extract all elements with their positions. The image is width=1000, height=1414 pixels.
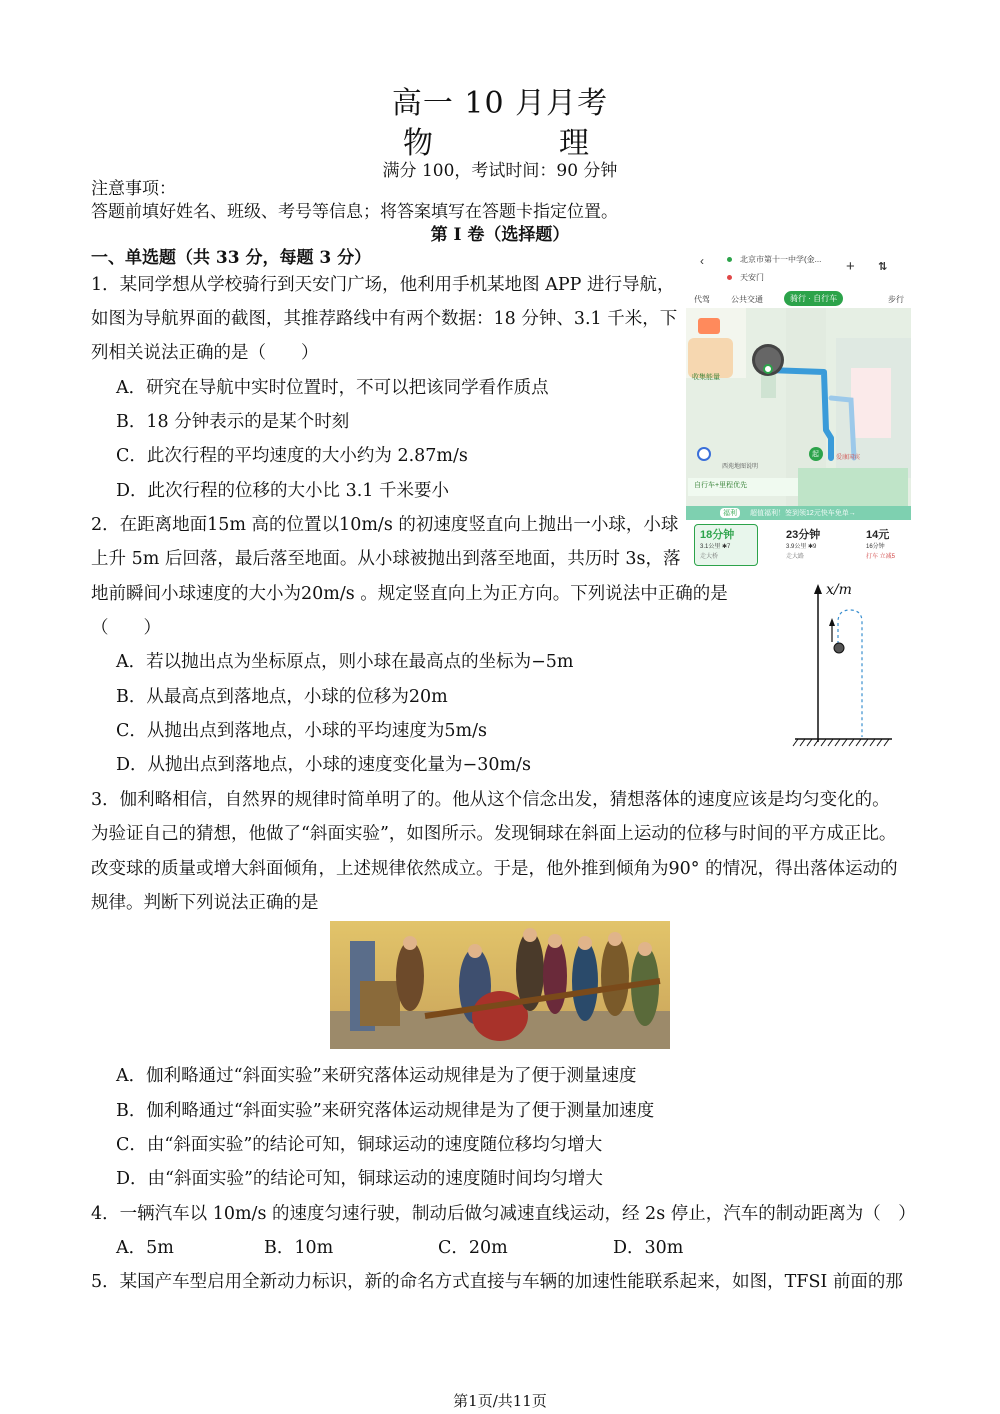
q1-option-d: D．此次行程的位移的大小比 3.1 千米要小 bbox=[116, 481, 449, 501]
map-label-note: 西苑地图说明 bbox=[722, 464, 759, 470]
route-cards bbox=[686, 506, 911, 566]
swap-icon: ⇅ bbox=[878, 261, 888, 273]
tab-driver: 代驾 bbox=[694, 295, 710, 304]
nav-destination: 天安门 bbox=[740, 273, 764, 282]
q2-option-d: D．从抛出点到落地点，小球的速度变化量为−30m/s bbox=[116, 755, 531, 775]
tab-transit: 公共交通 bbox=[731, 295, 763, 304]
q1-option-c: C．此次行程的平均速度的大小约为 2.87m/s bbox=[116, 446, 468, 466]
tab-bike: 骑行 · 自行车 bbox=[784, 291, 843, 306]
q2-option-c: C．从抛出点到落地点，小球的平均速度为5m/s bbox=[116, 721, 487, 741]
destination-dot-icon bbox=[727, 275, 732, 280]
route-1-time: 18分钟 bbox=[700, 529, 735, 541]
route-2-time: 23分钟 bbox=[786, 529, 821, 541]
q1-option-b: B．18 分钟表示的是某个时刻 bbox=[116, 412, 350, 432]
q3-line2: 为验证自己的猜想，他做了“斜面实验”，如图所示。发现铜球在斜面上运动的位移与时间的平方成正比。 bbox=[91, 824, 897, 844]
q3-option-b: B．伽利略通过“斜面实验”来研究落体运动规律是为了便于测量加速度 bbox=[116, 1101, 655, 1121]
bike-preference: 自行车+里程优先 bbox=[694, 482, 748, 489]
route-3-detail: 16分钟 bbox=[866, 544, 885, 550]
origin-dot-icon bbox=[727, 257, 732, 262]
q3-option-d: D．由“斜面实验”的结论可知，铜球运动的速度随时间均匀增大 bbox=[116, 1169, 603, 1189]
q1-line3: 列相关说法正确的是（ ） bbox=[91, 343, 319, 363]
add-stop-icon: + bbox=[846, 258, 855, 275]
q2-option-b: B．从最高点到落地点，小球的位移为20m bbox=[116, 687, 448, 707]
axis-label: x/m bbox=[826, 582, 852, 598]
promo-text: 超值福利！签到领12元快车免单→ bbox=[750, 510, 856, 517]
promo-tag: 福利 bbox=[720, 508, 740, 518]
back-icon: ‹ bbox=[700, 254, 704, 268]
route-2-detail: 3.9公里 ✱9 bbox=[786, 544, 817, 550]
map-label-poi: 爱康国宾 bbox=[836, 455, 861, 461]
q2-line3: 地前瞬间小球速度的大小为20m/s 。规定竖直向上为正方向。下列说法中正确的是 bbox=[91, 584, 728, 604]
q2-line4: （ ） bbox=[91, 618, 161, 638]
q1-line2: 如图为导航界面的截图，其推荐路线中有两个数据：18 分钟、3.1 千米，下 bbox=[91, 309, 678, 329]
route-1-detail: 3.1公里 ✱7 bbox=[700, 544, 731, 550]
map-label-energy: 收集能量 bbox=[692, 374, 720, 381]
q1-option-a: A．研究在导航中实时位置时，不可以把该同学看作质点 bbox=[116, 378, 549, 398]
q4-option-b: B．10m bbox=[264, 1238, 334, 1258]
q4-option-c: C．20m bbox=[438, 1238, 508, 1258]
map-area bbox=[686, 308, 911, 508]
notice-label: 注意事项： bbox=[91, 179, 176, 199]
q3-option-c: C．由“斜面实验”的结论可知，铜球运动的速度随位移均匀增大 bbox=[116, 1135, 603, 1155]
tab-walk: 步行 bbox=[888, 295, 904, 304]
section-heading: 一、单选题（共 33 分，每题 3 分） bbox=[91, 248, 372, 268]
exam-info: 满分 100，考试时间：90 分钟 bbox=[382, 161, 618, 181]
q4-line1: 4．一辆汽车以 10m/s 的速度匀速行驶，制动后做匀减速直线运动，经 2s 停止，汽车的制动距离为（ ） bbox=[91, 1204, 916, 1224]
q2-option-a: A．若以抛出点为坐标原点，则小球在最高点的坐标为−5m bbox=[116, 652, 574, 672]
navigation-screenshot bbox=[686, 248, 911, 566]
map-label-start: 起 bbox=[812, 451, 819, 458]
q5-line1: 5．某国产车型启用全新动力标识，新的命名方式直接与车辆的加速性能联系起来，如图，TFSI 前面的那 bbox=[91, 1272, 903, 1292]
q2-line1: 2．在距离地面15m 高的位置以10m/s 的初速度竖直向上抛出一小球，小球 bbox=[91, 515, 679, 535]
q2-line2: 上升 5m 后回落，最后落至地面。从小球被抛出到落至地面，共历时 3s，落 bbox=[91, 549, 681, 569]
q4-option-a: A．5m bbox=[116, 1238, 174, 1258]
subject-title: 物 理 bbox=[403, 126, 637, 161]
route-3-note: 打车 立减5 bbox=[866, 554, 896, 560]
q4-option-d: D．30m bbox=[613, 1238, 684, 1258]
volume-title: 第 I 卷（选择题） bbox=[430, 225, 570, 245]
notice-text: 答题前填好姓名、班级、考号等信息；将答案填写在答题卡指定位置。 bbox=[91, 202, 618, 222]
q3-option-a: A．伽利略通过“斜面实验”来研究落体运动规律是为了便于测量速度 bbox=[116, 1066, 637, 1086]
route-1-note: 走大桥 bbox=[700, 554, 719, 560]
q1-line1: 1．某同学想从学校骑行到天安门广场，他利用手机某地图 APP 进行导航， bbox=[91, 275, 675, 295]
exam-title: 高一 10 月月考 bbox=[391, 86, 609, 121]
projectile-diagram bbox=[790, 582, 900, 752]
q3-line4: 规律。判断下列说法正确的是 bbox=[91, 893, 319, 913]
route-2-note: 走大路 bbox=[786, 554, 805, 560]
route-3-price: 14元 bbox=[866, 529, 890, 541]
nav-origin: 北京市第十一中学(金... bbox=[740, 255, 822, 264]
q3-line3: 改变球的质量或增大斜面倾角，上述规律依然成立。于是，他外推到倾角为90° 的情况，得出落体运动的 bbox=[91, 859, 898, 879]
q3-line1: 3．伽利略相信，自然界的规律时简单明了的。他从这个信念出发，猜想落体的速度应该是均匀变化的。 bbox=[91, 790, 890, 810]
galileo-painting bbox=[330, 921, 670, 1049]
page-number: 第1页/共11页 bbox=[453, 1392, 547, 1410]
